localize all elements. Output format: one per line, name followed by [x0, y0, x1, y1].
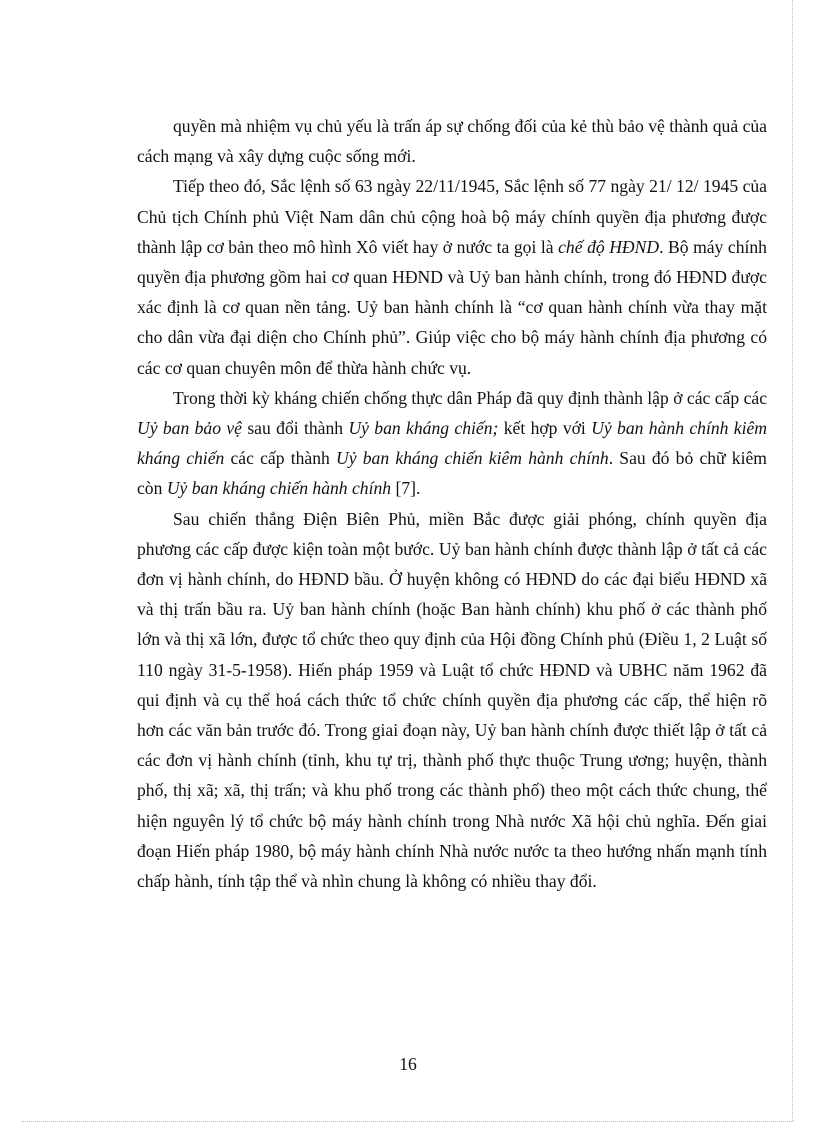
body-text [137, 111, 767, 896]
paragraph-2-text-b: . Bộ máy chính quyền địa phương gồm hai cơ quan HĐND và Uỷ ban hành chính, trong đó HĐND được xác định là cơ quan nền tảng. Uỷ ban hành chính là “cơ quan hành chính vừa thay mặt cho dân vừa đại diện cho Chính phủ”. Giúp việc cho bộ máy hành chính địa phương có các cơ quan chuyên môn để thừa hành chức vụ. [137, 236, 767, 378]
page-number: 16 [399, 1054, 417, 1074]
paragraph-3-italic-c: Uỷ ban hành chính kiêm kháng chiến [137, 418, 767, 469]
paragraph-3-text-e: . Sau đó bỏ chữ kiêm còn [137, 448, 767, 499]
paragraph-1-text: quyền mà nhiệm vụ chủ yếu là trấn áp sự chống đối của kẻ thù bảo vệ thành quả của cách mạng và xây dựng cuộc sống mới. [137, 116, 767, 167]
paragraph-3-text-c: kết hợp với [498, 418, 592, 439]
paragraph-4 [137, 504, 767, 897]
paragraph-3-italic-e: Uỷ ban kháng chiến hành chính [166, 478, 392, 499]
paragraph-3-text-d: các cấp thành [224, 448, 337, 469]
page-edge-right [792, 0, 793, 1121]
paragraph-4-text: Sau chiến thắng Điện Biên Phủ, miền Bắc được giải phóng, chính quyền địa phương các cấp được kiện toàn một bước. Uỷ ban hành chính được thành lập ở tất cả các đơn vị hành chính, do HĐND bầu. Ở huyện không có HĐND do các đại biểu HĐND xã và thị trấn bầu ra. Uỷ ban hành chính (hoặc Ban hành chính) khu phố ở các thành phố lớn và thị xã lớn, được tổ chức theo quy định của Hội đồng Chính phủ (Điều 1, 2 Luật số 110 ngày 31-5-1958). Hiến pháp 1959 và Luật tổ chức HĐND và UBHC năm 1962 đã qui định và cụ thể hoá cách thức tổ chức chính quyền địa phương các cấp, thể hiện rõ hơn các văn bản trước đó. Trong giai đoạn này, Uỷ ban hành chính được thiết lập ở tất cả các đơn vị hành chính (tỉnh, khu tự trị, thành phố thực thuộc Trung ương; huyện, thành phố, thị xã; xã, thị trấn; và khu phố trong các thành phố) theo một cách thức chung, thể hiện nguyên lý tổ chức bộ máy hành chính trong Nhà nước Xã hội chủ nghĩa. Đến giai đoạn Hiến pháp 1980, bộ máy hành chính Nhà nước nước ta theo hướng nhấn mạnh tính chấp hành, tính tập thể và nhìn chung là không có nhiều thay đổi. [137, 508, 767, 892]
paragraph-3-italic-a: Uỷ ban bảo vệ [137, 418, 242, 439]
page-edge-bottom [22, 1121, 794, 1122]
paragraph-2 [137, 171, 767, 382]
paragraph-3-italic-d: Uỷ ban kháng chiến kiêm hành chính [336, 448, 609, 469]
paragraph-1 [137, 111, 767, 171]
paragraph-3-italic-b: Uỷ ban kháng chiến; [348, 418, 499, 439]
paragraph-3-text-a: Trong thời kỳ kháng chiến chống thực dân Pháp đã quy định thành lập ở các cấp các [173, 387, 767, 408]
paragraph-2-text-a: Tiếp theo đó, Sắc lệnh số 63 ngày 22/11/1945, Sắc lệnh số 77 ngày 21/ 12/ 1945 của Chủ tịch Chính phủ Việt Nam dân chủ cộng hoà bộ máy chính quyền địa phương được thành lập cơ bản theo mô hình Xô viết hay ở nước ta gọi là [137, 176, 767, 257]
paragraph-2-italic-term: chế độ HĐND [558, 236, 660, 257]
paragraph-3-text-f: [7]. [391, 478, 421, 499]
paragraph-3-text-b: sau đổi thành [241, 418, 349, 439]
paragraph-3 [137, 383, 767, 504]
